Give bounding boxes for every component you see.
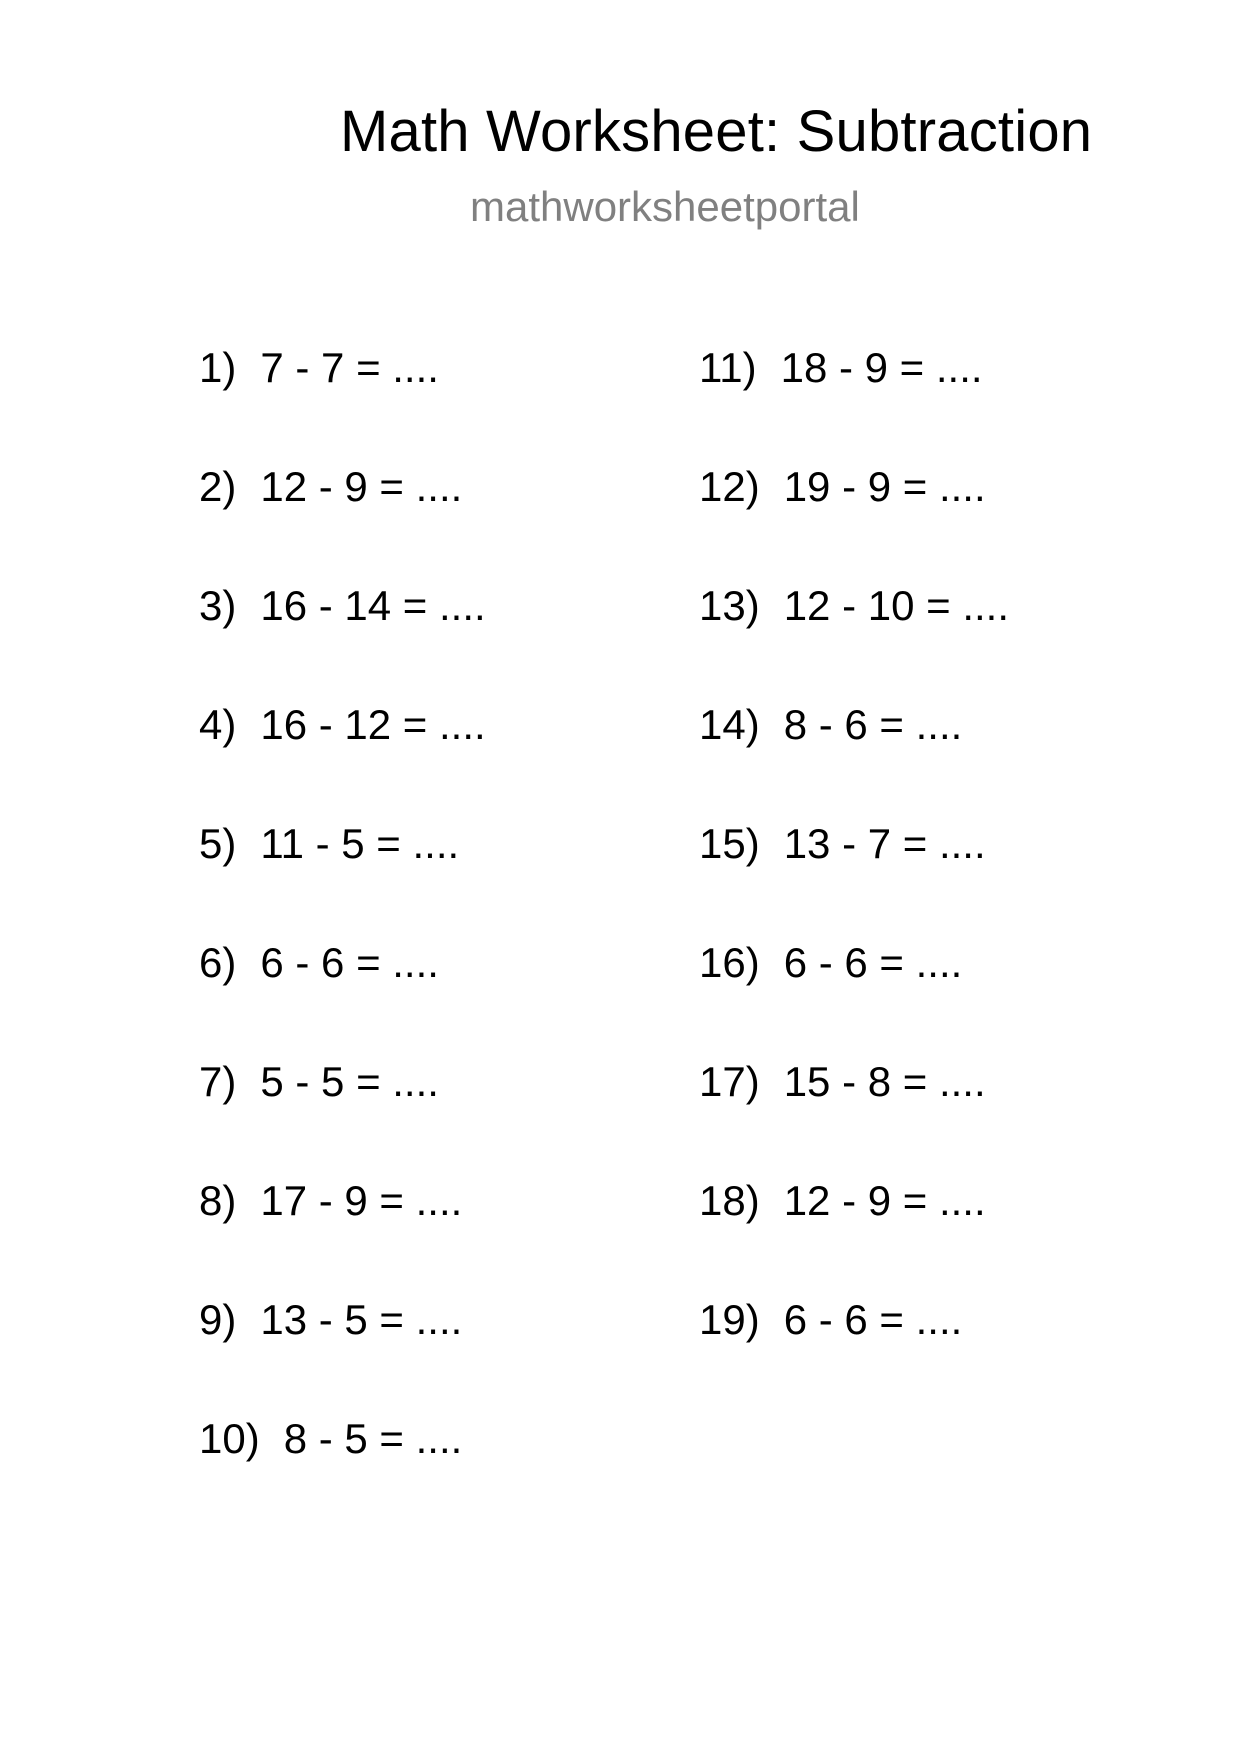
problem-number: 17)	[699, 1058, 760, 1105]
worksheet-subtitle: mathworksheetportal	[470, 183, 860, 230]
problem-expression: 16 - 14 = ....	[260, 582, 486, 629]
problem-expression: 6 - 6 = ....	[783, 1296, 963, 1343]
problem-number: 9)	[199, 1296, 237, 1343]
problem-item	[199, 1414, 679, 1533]
problem-expression: 19 - 9 = ....	[783, 463, 986, 510]
problem-item	[699, 938, 1179, 1057]
problem-number: 10)	[199, 1415, 260, 1462]
problem-number: 2)	[199, 463, 237, 510]
problem-expression: 13 - 7 = ....	[783, 820, 986, 867]
problem-expression: 6 - 6 = ....	[783, 939, 963, 986]
problem-item	[199, 819, 679, 938]
problem-item	[199, 700, 679, 819]
problem-number: 4)	[199, 701, 237, 748]
problem-number: 11)	[699, 344, 757, 391]
problem-number: 6)	[199, 939, 237, 986]
problem-expression: 16 - 12 = ....	[260, 701, 486, 748]
problem-item	[199, 1057, 679, 1176]
problem-item	[699, 700, 1179, 819]
problem-number: 12)	[699, 463, 760, 510]
problem-expression: 6 - 6 = ....	[260, 939, 439, 986]
problem-item	[699, 819, 1179, 938]
problem-item	[199, 938, 679, 1057]
worksheet-title: Math Worksheet: Subtraction	[340, 99, 1093, 164]
problem-item	[199, 343, 679, 462]
problem-item	[699, 1176, 1179, 1295]
problem-expression: 5 - 5 = ....	[260, 1058, 439, 1105]
right-problem-column	[699, 343, 1179, 1414]
problem-expression: 17 - 9 = ....	[260, 1177, 463, 1224]
problem-expression: 12 - 9 = ....	[260, 463, 463, 510]
problem-item	[199, 581, 679, 700]
problem-item	[199, 1295, 679, 1414]
problem-expression: 8 - 5 = ....	[283, 1415, 463, 1462]
problem-number: 13)	[699, 582, 760, 629]
problem-expression: 13 - 5 = ....	[260, 1296, 463, 1343]
problem-item	[699, 1057, 1179, 1176]
problem-expression: 12 - 10 = ....	[783, 582, 1010, 629]
problem-item	[699, 581, 1179, 700]
problem-number: 16)	[699, 939, 760, 986]
problem-number: 7)	[199, 1058, 237, 1105]
problem-number: 5)	[199, 820, 237, 867]
problem-item	[199, 1176, 679, 1295]
problem-item	[699, 343, 1179, 462]
problem-number: 14)	[699, 701, 760, 748]
problem-number: 3)	[199, 582, 237, 629]
problem-expression: 11 - 5 = ....	[260, 820, 460, 867]
problem-expression: 18 - 9 = ....	[780, 344, 983, 391]
problem-number: 18)	[699, 1177, 760, 1224]
problem-item	[699, 1295, 1179, 1414]
problem-expression: 7 - 7 = ....	[260, 344, 439, 391]
problem-expression: 12 - 9 = ....	[783, 1177, 986, 1224]
problem-item	[199, 462, 679, 581]
left-problem-column	[199, 343, 679, 1533]
problem-number: 19)	[699, 1296, 760, 1343]
problem-item	[699, 462, 1179, 581]
problem-number: 1)	[199, 344, 237, 391]
problem-number: 8)	[199, 1177, 237, 1224]
problem-number: 15)	[699, 820, 760, 867]
problem-expression: 8 - 6 = ....	[783, 701, 963, 748]
problem-expression: 15 - 8 = ....	[783, 1058, 986, 1105]
